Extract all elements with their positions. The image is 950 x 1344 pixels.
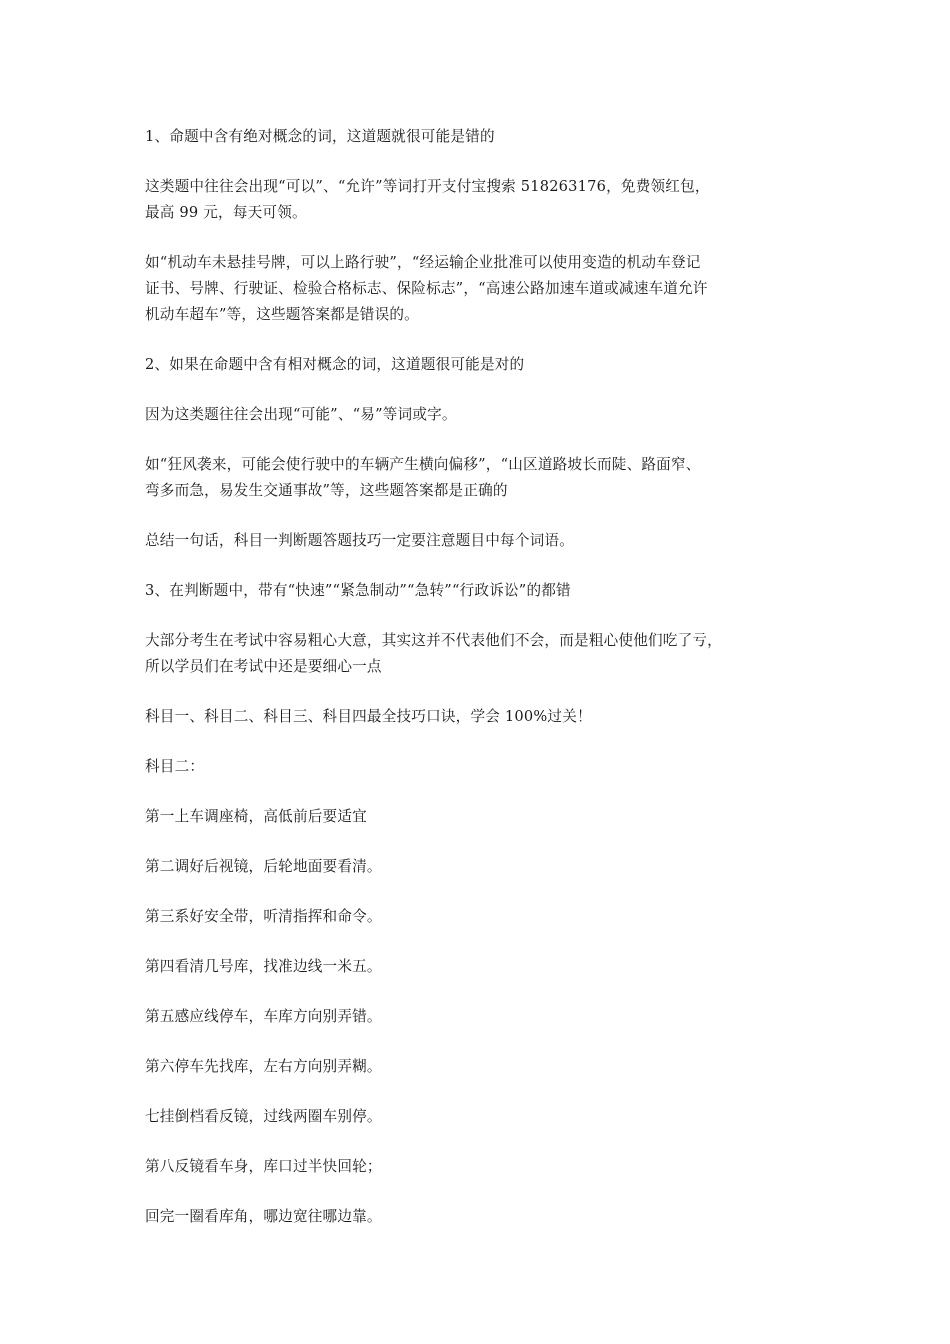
text-line: 科目二：	[145, 758, 205, 775]
list-item	[145, 954, 817, 980]
text-line: 如“机动车未悬挂号牌，可以上路行驶”，“经运输企业批准可以使用变造的机动车登记	[145, 254, 701, 271]
text-line: 1、命题中含有绝对概念的词，这道题就很可能是错的	[145, 128, 495, 145]
section-heading	[145, 352, 817, 378]
text-line: 这类题中往往会出现“可以”、“允许”等词打开支付宝搜索 518263176，免费领红包，	[145, 178, 710, 195]
paragraph	[145, 628, 817, 680]
paragraph	[145, 402, 817, 428]
text-line: 3、在判断题中，带有“快速”“紧急制动”“急转”“行政诉讼”的都错	[145, 582, 571, 599]
text-line: 七挂倒档看反镜，过线两圈车别停。	[145, 1108, 382, 1125]
list-item	[145, 804, 817, 830]
text-line: 第一上车调座椅，高低前后要适宜	[145, 808, 367, 825]
text-line: 回完一圈看库角，哪边宽往哪边靠。	[145, 1208, 382, 1225]
list-item	[145, 1104, 817, 1130]
text-line: 科目一、科目二、科目三、科目四最全技巧口诀，学会 100%过关！	[145, 708, 592, 725]
list-item	[145, 1204, 817, 1230]
list-item	[145, 1154, 817, 1180]
text-line: 如“狂风袭来，可能会使行驶中的车辆产生横向偏移”，“山区道路坡长而陡、路面窄、	[145, 456, 701, 473]
text-line: 最高 99 元，每天可领。	[145, 204, 307, 221]
list-item	[145, 1004, 817, 1030]
text-line: 证书、号牌、行驶证、检验合格标志、保险标志”，“高速公路加速车道或减速车道允许	[145, 280, 708, 297]
paragraph	[145, 124, 817, 150]
text-line: 所以学员们在考试中还是要细心一点	[145, 658, 382, 675]
text-line: 因为这类题往往会出现“可能”、“易”等词或字。	[145, 406, 457, 423]
text-line: 第六停车先找库，左右方向别弄糊。	[145, 1058, 382, 1075]
list-item	[145, 854, 817, 880]
list-item	[145, 904, 817, 930]
text-line: 2、如果在命题中含有相对概念的词，这道题很可能是对的	[145, 356, 525, 373]
text-line: 弯多而急，易发生交通事故”等，这些题答案都是正确的	[145, 482, 508, 499]
text-line: 第五感应线停车，车库方向别弄错。	[145, 1008, 382, 1025]
text-line: 第二调好后视镜，后轮地面要看清。	[145, 858, 382, 875]
paragraph	[145, 250, 817, 328]
paragraph	[145, 528, 817, 554]
document-body	[145, 124, 817, 1254]
paragraph	[145, 452, 817, 504]
text-line: 总结一句话，科目一判断题答题技巧一定要注意题目中每个词语。	[145, 532, 575, 549]
text-line: 机动车超车”等，这些题答案都是错误的。	[145, 306, 419, 323]
list-item	[145, 1054, 817, 1080]
section-heading	[145, 754, 817, 780]
paragraph	[145, 174, 817, 226]
text-line: 第八反镜看车身，库口过半快回轮；	[145, 1158, 382, 1175]
section-heading	[145, 578, 817, 604]
paragraph	[145, 704, 817, 730]
text-line: 第三系好安全带，听清指挥和命令。	[145, 908, 382, 925]
text-line: 第四看清几号库，找准边线一米五。	[145, 958, 382, 975]
text-line: 大部分考生在考试中容易粗心大意，其实这并不代表他们不会，而是粗心使他们吃了亏，	[145, 632, 722, 649]
